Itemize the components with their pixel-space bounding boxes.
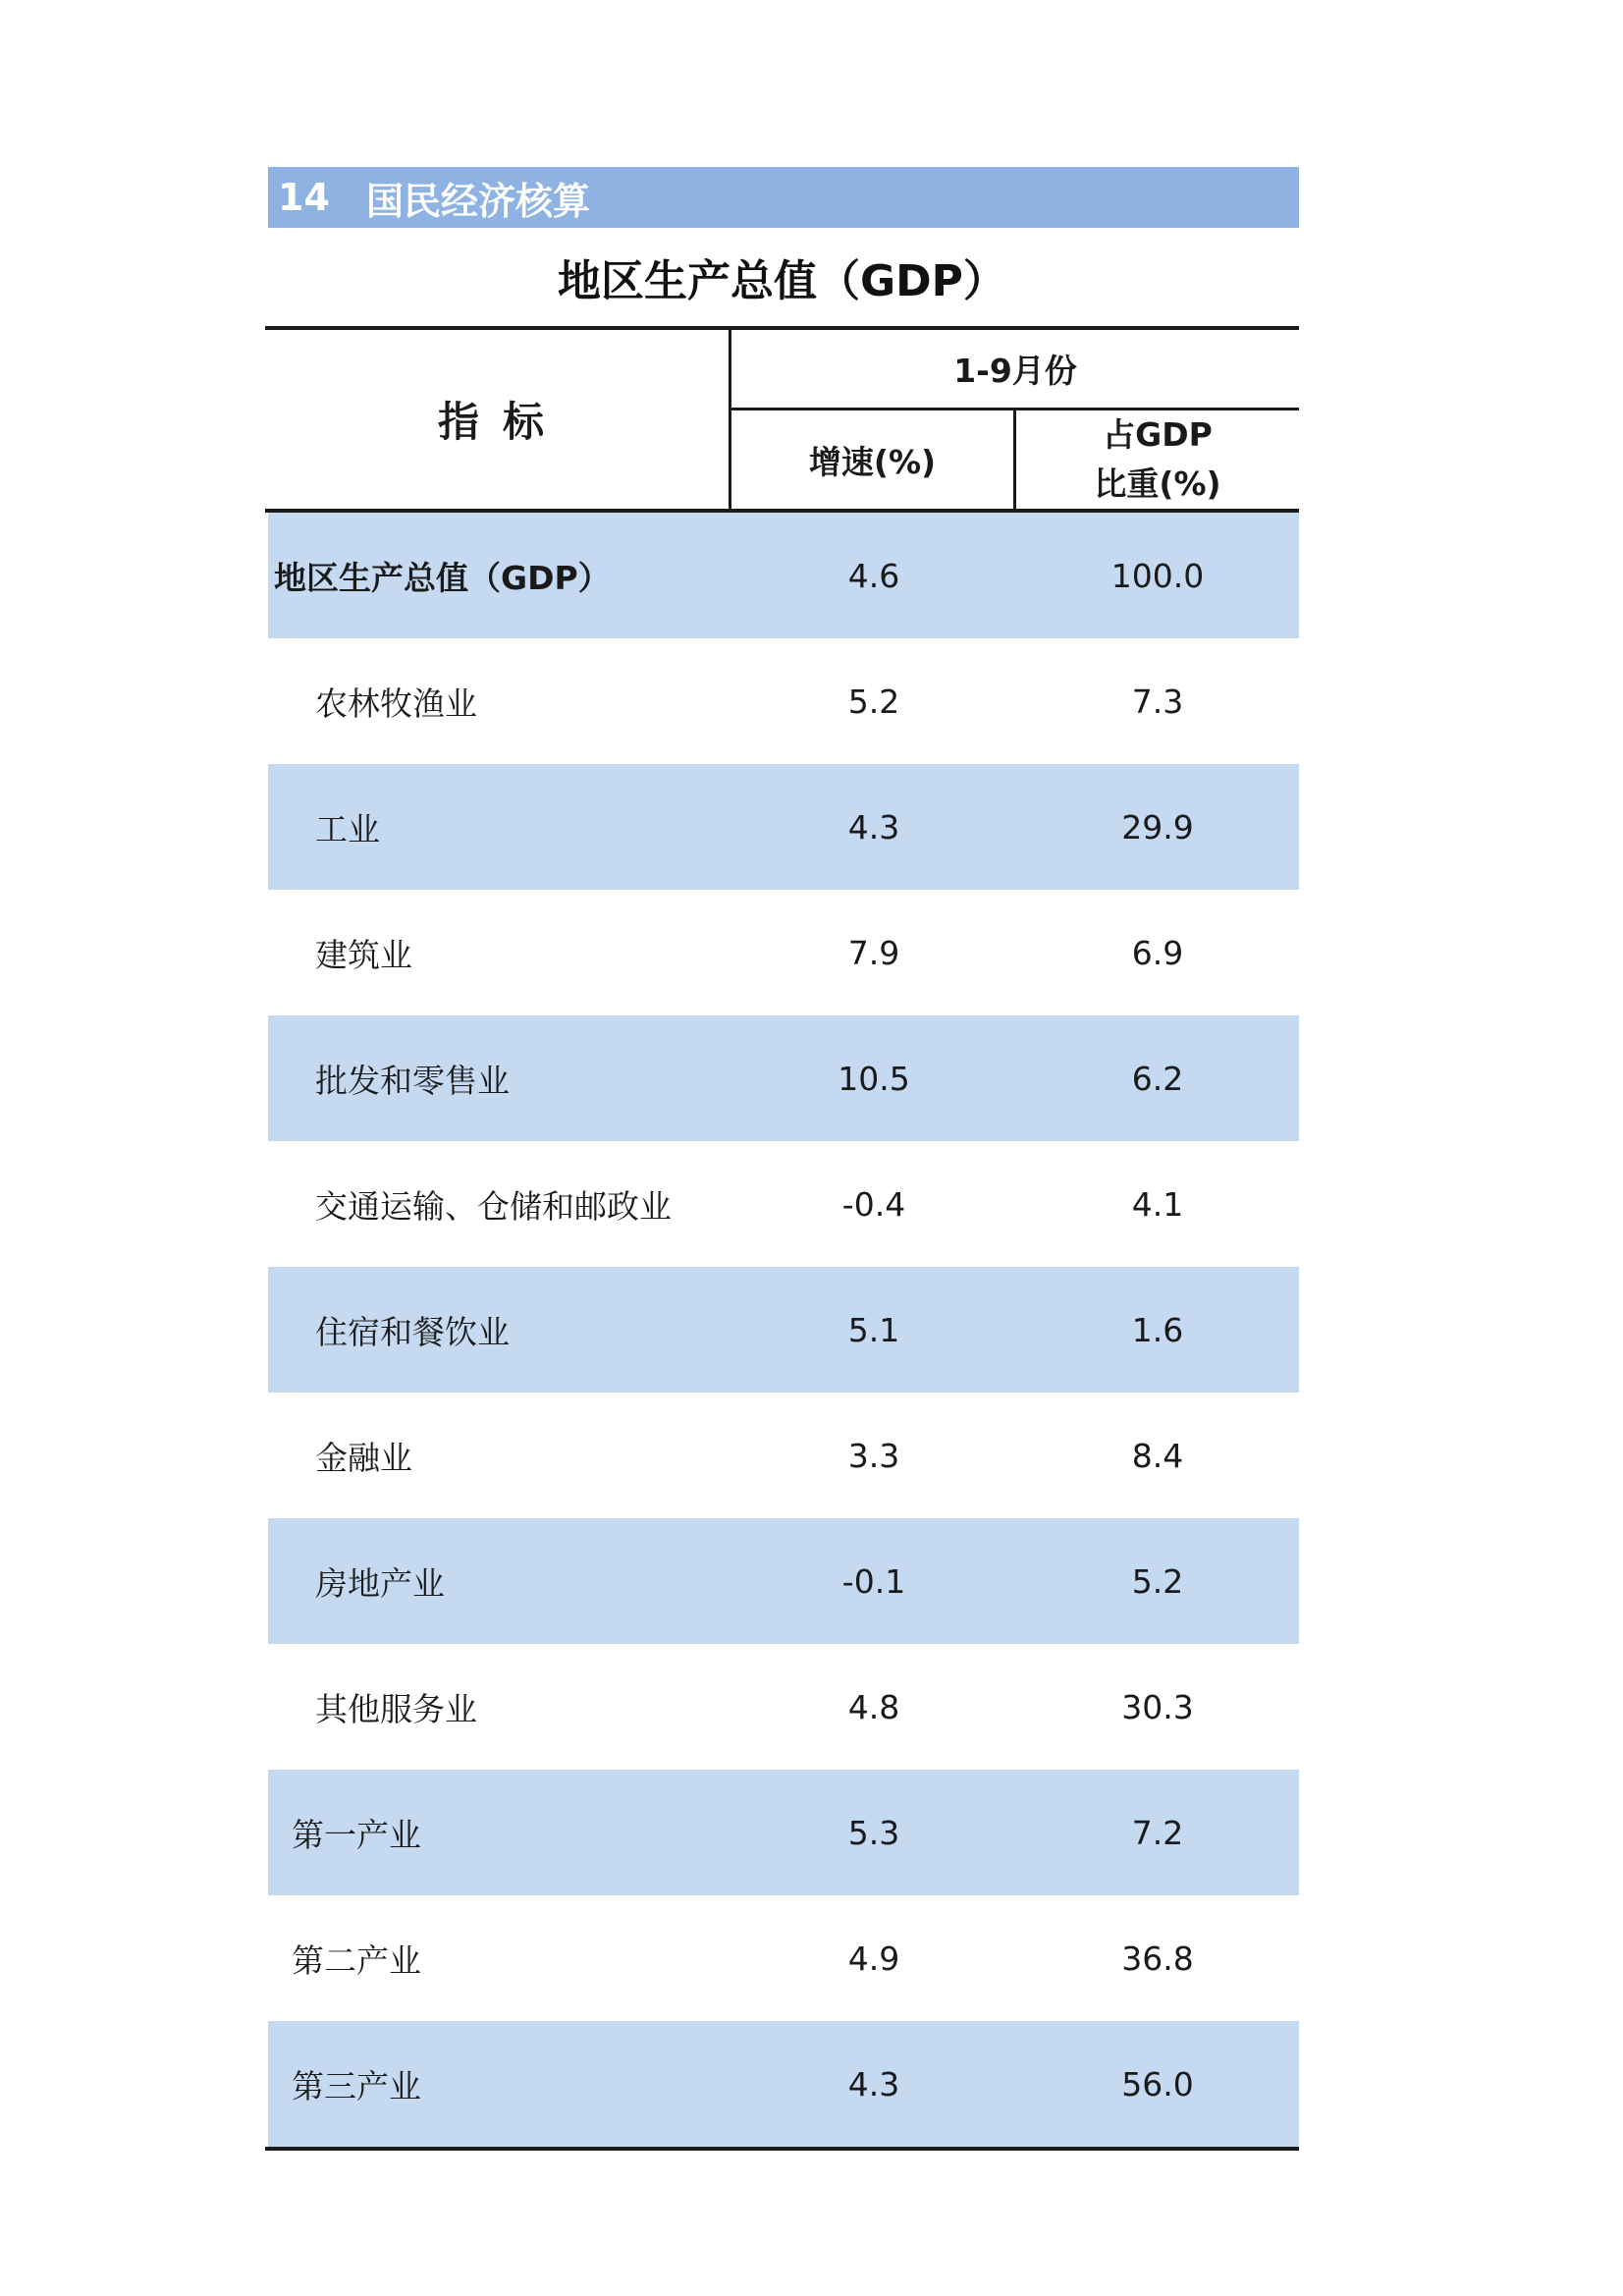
growth-column-header: 增速(%)	[731, 410, 1016, 509]
row-label: 建筑业	[315, 935, 412, 974]
share-cell: 8.4	[1131, 1436, 1184, 1475]
row-label: 工业	[315, 809, 380, 848]
row-label: 第一产业	[292, 1815, 421, 1854]
growth-cell: 5.3	[847, 1813, 900, 1852]
section-header-bar	[268, 167, 1299, 228]
period-header: 1-9月份	[731, 330, 1299, 410]
growth-cell: -0.4	[841, 1184, 906, 1224]
table-row	[268, 2021, 1299, 2147]
table-row	[268, 1267, 1299, 1393]
share-cell: 100.0	[1110, 556, 1205, 595]
table-header	[265, 326, 1299, 513]
share-header-line1: 占GDP	[1103, 415, 1213, 454]
row-label: 金融业	[315, 1438, 412, 1477]
table-row	[268, 1015, 1299, 1141]
row-label: 批发和零售业	[315, 1061, 510, 1100]
statistics-sheet	[265, 167, 1299, 2151]
section-number: 14	[278, 176, 330, 219]
growth-cell: 10.5	[838, 1059, 910, 1098]
row-label: 第三产业	[292, 2066, 421, 2105]
growth-cell: 3.3	[847, 1436, 900, 1475]
share-cell: 7.2	[1131, 1813, 1184, 1852]
share-cell: 29.9	[1121, 807, 1194, 847]
share-cell: 1.6	[1131, 1310, 1184, 1349]
share-cell: 30.3	[1121, 1687, 1194, 1726]
document-title: 地区生产总值（GDP）	[558, 256, 1006, 306]
growth-cell: 4.9	[847, 1939, 900, 1978]
growth-cell: -0.1	[841, 1561, 906, 1601]
row-label: 住宿和餐饮业	[315, 1312, 510, 1351]
table-row	[268, 638, 1299, 764]
row-label: 其他服务业	[315, 1689, 477, 1728]
growth-cell: 5.2	[847, 682, 900, 721]
growth-cell: 4.3	[847, 2064, 900, 2104]
table-row	[268, 513, 1299, 638]
share-cell: 6.2	[1131, 1059, 1184, 1098]
share-header-line2: 比重(%)	[1094, 465, 1221, 503]
table-row	[268, 764, 1299, 890]
share-cell: 5.2	[1131, 1561, 1184, 1601]
table-row	[268, 1393, 1299, 1518]
share-cell: 6.9	[1131, 933, 1184, 972]
growth-cell: 4.3	[847, 807, 900, 847]
row-label: 地区生产总值（GDP）	[274, 558, 611, 597]
row-label: 房地产业	[315, 1563, 445, 1603]
table-row	[268, 890, 1299, 1015]
row-label: 农林牧渔业	[315, 683, 477, 723]
table-row	[268, 1518, 1299, 1644]
growth-cell: 4.6	[847, 556, 900, 595]
growth-cell: 4.8	[847, 1687, 900, 1726]
table-row	[268, 1895, 1299, 2021]
growth-cell: 5.1	[847, 1310, 900, 1349]
share-cell: 36.8	[1121, 1939, 1194, 1978]
row-label: 第二产业	[292, 1941, 421, 1980]
share-column-header	[1016, 410, 1299, 509]
share-cell: 4.1	[1131, 1184, 1184, 1224]
indicator-column-header: 指标	[265, 330, 731, 509]
section-title: 国民经济核算	[366, 179, 591, 223]
share-cell: 7.3	[1131, 682, 1184, 721]
row-label: 交通运输、仓储和邮政业	[315, 1186, 672, 1226]
table-row	[268, 1770, 1299, 1895]
table-row	[268, 1644, 1299, 1770]
growth-cell: 7.9	[847, 933, 900, 972]
table-body	[265, 513, 1299, 2151]
share-cell: 56.0	[1121, 2064, 1194, 2104]
table-row	[268, 1141, 1299, 1267]
